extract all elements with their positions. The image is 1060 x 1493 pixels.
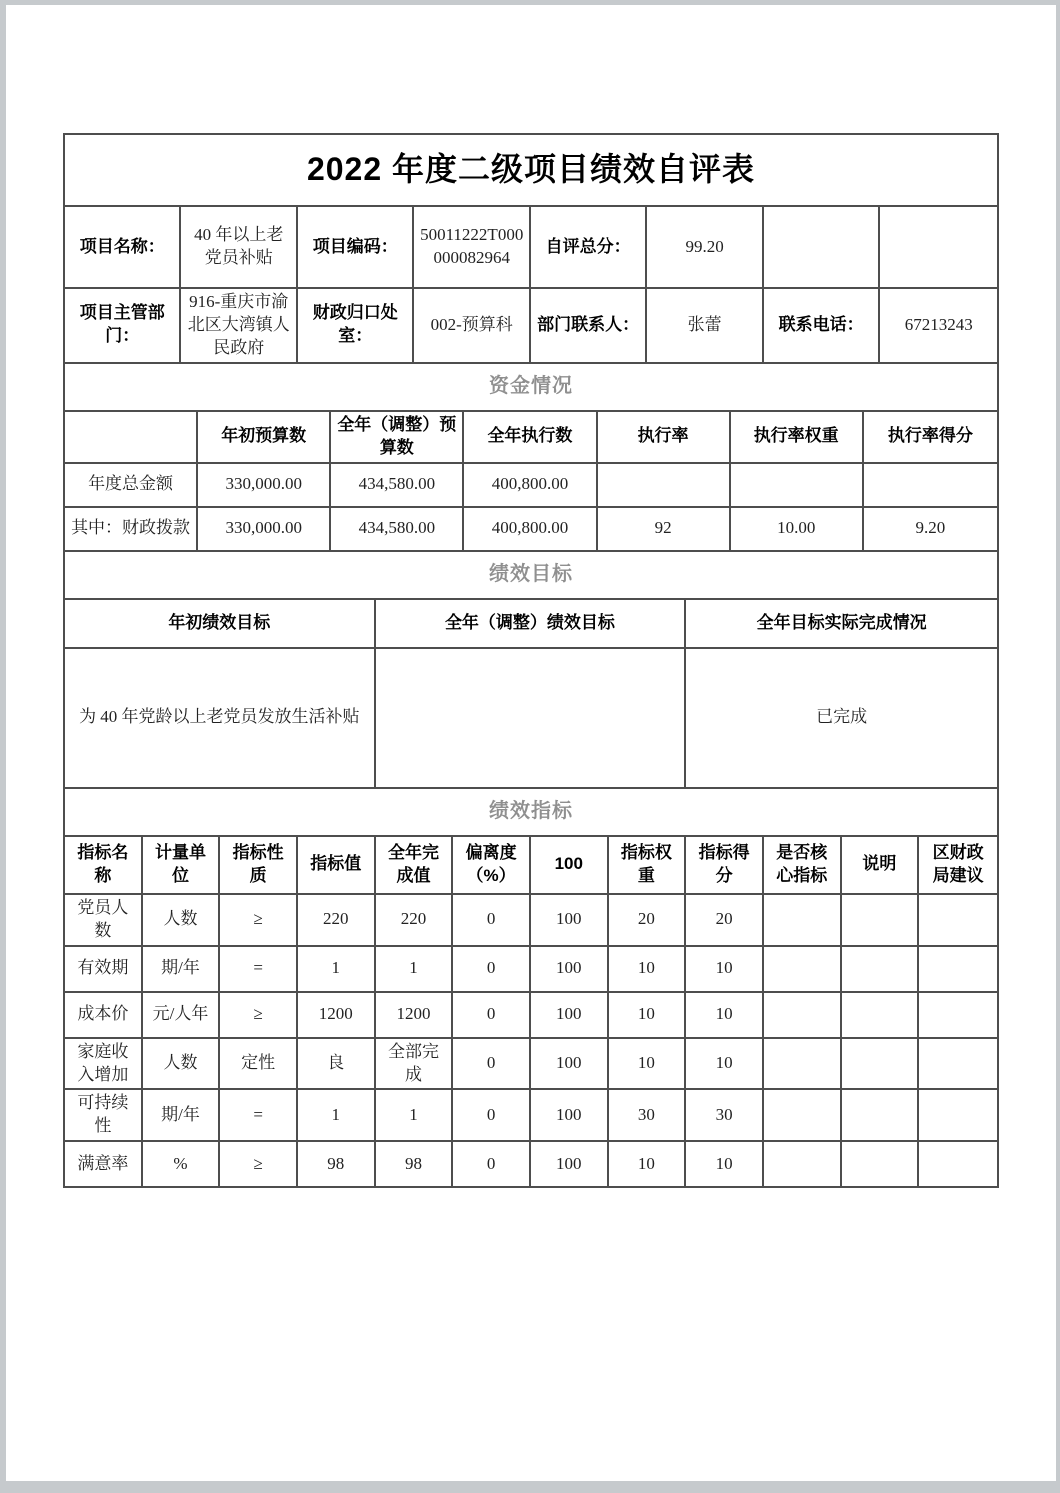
data-cell (730, 463, 863, 507)
data-cell: 100 (530, 992, 608, 1038)
data-cell: 92 (597, 507, 730, 551)
data-cell: 其中：财政拨款 (64, 507, 197, 551)
data-cell: 30 (685, 1089, 763, 1141)
data-cell: 期/年 (142, 1089, 220, 1141)
data-cell: 10 (608, 1038, 686, 1090)
column-header: 是否核心指标 (763, 836, 841, 894)
self-evaluation-form (63, 133, 999, 1188)
data-cell: 1 (375, 946, 453, 992)
column-header: 偏离度（%） (452, 836, 530, 894)
column-header: 指标得分 (685, 836, 763, 894)
data-cell: 1 (297, 1089, 375, 1141)
data-cell (763, 1089, 841, 1141)
info-label: 自评总分： (530, 206, 646, 288)
data-cell: 10 (685, 1038, 763, 1090)
column-header: 执行率得分 (863, 411, 998, 463)
column-header: 计量单位 (142, 836, 220, 894)
column-header: 指标权重 (608, 836, 686, 894)
data-cell (918, 946, 998, 992)
column-header: 指标名称 (64, 836, 142, 894)
data-cell: 人数 (142, 894, 220, 946)
column-header: 全年目标实际完成情况 (685, 599, 998, 648)
data-cell: 330,000.00 (197, 507, 330, 551)
data-cell: 220 (297, 894, 375, 946)
data-cell: 为 40 年党龄以上老党员发放生活补贴 (64, 648, 375, 788)
data-cell: 400,800.00 (463, 507, 596, 551)
data-cell (918, 894, 998, 946)
data-cell: 0 (452, 1089, 530, 1141)
column-header: 全年完成值 (375, 836, 453, 894)
data-cell: 0 (452, 894, 530, 946)
data-cell (841, 1141, 919, 1187)
data-cell: 10 (608, 992, 686, 1038)
data-cell: 434,580.00 (330, 507, 463, 551)
data-cell: 年度总金额 (64, 463, 197, 507)
info-value: 916-重庆市渝北区大湾镇人民政府 (180, 288, 296, 363)
column-header: 区财政局建议 (918, 836, 998, 894)
data-cell: 人数 (142, 1038, 220, 1090)
data-cell: 1200 (297, 992, 375, 1038)
info-label: 项目主管部门： (64, 288, 180, 363)
data-cell: 1 (375, 1089, 453, 1141)
data-cell: 期/年 (142, 946, 220, 992)
data-cell: 全部完成 (375, 1038, 453, 1090)
data-cell: 成本价 (64, 992, 142, 1038)
data-cell: ≥ (219, 1141, 297, 1187)
data-cell (841, 946, 919, 992)
data-cell: 可持续性 (64, 1089, 142, 1141)
data-cell: % (142, 1141, 220, 1187)
data-cell (918, 1038, 998, 1090)
data-cell: 定性 (219, 1038, 297, 1090)
data-cell: 10 (608, 1141, 686, 1187)
column-header: 全年执行数 (463, 411, 596, 463)
data-cell: 434,580.00 (330, 463, 463, 507)
info-label (763, 206, 879, 288)
column-header (64, 411, 197, 463)
data-cell: 100 (530, 894, 608, 946)
info-label: 财政归口处室： (297, 288, 413, 363)
data-cell (918, 992, 998, 1038)
data-cell: 0 (452, 1038, 530, 1090)
data-cell: 100 (530, 1038, 608, 1090)
data-cell: 满意率 (64, 1141, 142, 1187)
data-cell (763, 894, 841, 946)
data-cell: 10 (608, 946, 686, 992)
data-cell: 0 (452, 1141, 530, 1187)
data-cell: 100 (530, 946, 608, 992)
info-label: 项目编码： (297, 206, 413, 288)
data-cell (763, 946, 841, 992)
data-cell (597, 463, 730, 507)
data-cell (763, 1141, 841, 1187)
column-header: 说明 (841, 836, 919, 894)
data-cell: 1200 (375, 992, 453, 1038)
data-cell: 家庭收入增加 (64, 1038, 142, 1090)
data-cell (841, 992, 919, 1038)
data-cell: 0 (452, 992, 530, 1038)
data-cell: 10 (685, 946, 763, 992)
data-cell: 10.00 (730, 507, 863, 551)
data-cell (375, 648, 686, 788)
data-cell (841, 1038, 919, 1090)
data-cell: 98 (297, 1141, 375, 1187)
data-cell: 已完成 (685, 648, 998, 788)
data-cell: 98 (375, 1141, 453, 1187)
data-cell: 220 (375, 894, 453, 946)
data-cell (918, 1141, 998, 1187)
data-cell: 1 (297, 946, 375, 992)
data-cell: 400,800.00 (463, 463, 596, 507)
column-header: 年初绩效目标 (64, 599, 375, 648)
column-header: 全年（调整）绩效目标 (375, 599, 686, 648)
data-cell (763, 992, 841, 1038)
column-header: 年初预算数 (197, 411, 330, 463)
data-cell: 330,000.00 (197, 463, 330, 507)
data-cell (863, 463, 998, 507)
info-value: 40 年以上老党员补贴 (180, 206, 296, 288)
info-value: 张蕾 (646, 288, 762, 363)
column-header: 指标性质 (219, 836, 297, 894)
data-cell: 元/人年 (142, 992, 220, 1038)
info-value: 67213243 (879, 288, 998, 363)
info-value: 002-预算科 (413, 288, 529, 363)
info-label: 部门联系人： (530, 288, 646, 363)
data-cell: = (219, 1089, 297, 1141)
data-cell (841, 894, 919, 946)
data-cell (763, 1038, 841, 1090)
data-cell: 30 (608, 1089, 686, 1141)
info-value: 99.20 (646, 206, 762, 288)
info-label: 项目名称： (64, 206, 180, 288)
data-cell: 有效期 (64, 946, 142, 992)
data-cell: 0 (452, 946, 530, 992)
document-page (6, 5, 1056, 1481)
data-cell: 良 (297, 1038, 375, 1090)
data-cell (918, 1089, 998, 1141)
section-heading-indicators: 绩效指标 (64, 788, 998, 836)
data-cell: 10 (685, 992, 763, 1038)
data-cell: 20 (608, 894, 686, 946)
data-cell: 10 (685, 1141, 763, 1187)
column-header: 全年（调整）预算数 (330, 411, 463, 463)
data-cell: 100 (530, 1141, 608, 1187)
data-cell: ≥ (219, 992, 297, 1038)
data-cell: 党员人数 (64, 894, 142, 946)
column-header: 指标值 (297, 836, 375, 894)
info-value: 50011222T000000082964 (413, 206, 529, 288)
data-cell (841, 1089, 919, 1141)
data-cell: 100 (530, 1089, 608, 1141)
column-header: 100 (530, 836, 608, 894)
data-cell: = (219, 946, 297, 992)
column-header: 执行率权重 (730, 411, 863, 463)
form-title: 2022 年度二级项目绩效自评表 (64, 134, 998, 206)
data-cell: 20 (685, 894, 763, 946)
data-cell: ≥ (219, 894, 297, 946)
info-label: 联系电话： (763, 288, 879, 363)
section-heading-goals: 绩效目标 (64, 551, 998, 599)
column-header: 执行率 (597, 411, 730, 463)
info-value (879, 206, 998, 288)
data-cell: 9.20 (863, 507, 998, 551)
section-heading-funding: 资金情况 (64, 363, 998, 411)
